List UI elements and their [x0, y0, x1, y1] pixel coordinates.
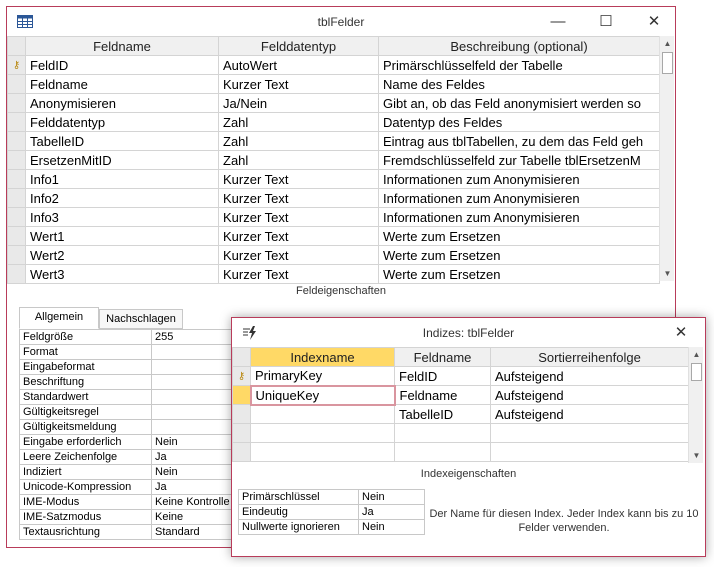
index-row[interactable]	[233, 386, 689, 405]
field-description-cell[interactable]: Eintrag aus tblTabellen, zu dem das Feld geh	[379, 132, 660, 151]
index-property-value[interactable]: Ja	[359, 505, 425, 520]
title-bar[interactable]	[7, 7, 675, 37]
property-label: Beschriftung	[20, 375, 152, 390]
index-row[interactable]	[233, 443, 689, 462]
scroll-up-icon[interactable]: ▲	[692, 350, 701, 359]
field-description-cell[interactable]: Informationen zum Anonymisieren	[379, 189, 660, 208]
field-type-cell[interactable]: Zahl	[219, 113, 379, 132]
tab-nachschlagen[interactable]: Nachschlagen	[99, 309, 183, 329]
field-description-cell[interactable]: Informationen zum Anonymisieren	[379, 170, 660, 189]
property-value[interactable]: Ja	[152, 450, 250, 465]
vertical-scrollbar[interactable]	[659, 36, 674, 281]
field-row[interactable]	[8, 189, 660, 208]
field-name-cell[interactable]: Info1	[26, 170, 219, 189]
row-selector[interactable]	[8, 94, 26, 113]
field-name-cell[interactable]: Feldname	[26, 75, 219, 94]
field-row[interactable]	[8, 75, 660, 94]
row-selector[interactable]	[8, 75, 26, 94]
field-description-cell[interactable]: Informationen zum Anonymisieren	[379, 208, 660, 227]
field-name-cell[interactable]: Wert3	[26, 265, 219, 284]
property-value[interactable]: Nein	[152, 435, 250, 450]
property-row	[20, 345, 250, 360]
tab-allgemein[interactable]: Allgemein	[19, 307, 99, 329]
index-property-row	[239, 490, 425, 505]
index-field-cell[interactable]: TabelleID	[395, 405, 491, 424]
property-label: IME-Satzmodus	[20, 510, 152, 525]
index-sort-cell[interactable]: Aufsteigend	[491, 367, 689, 386]
field-name-cell[interactable]: TabelleID	[26, 132, 219, 151]
property-value[interactable]: Nein	[152, 465, 250, 480]
property-row	[20, 480, 250, 495]
property-value[interactable]: Keine	[152, 510, 250, 525]
property-row	[20, 405, 250, 420]
field-type-cell[interactable]: Kurzer Text	[219, 75, 379, 94]
minimize-button[interactable]: —	[550, 13, 566, 30]
indexes-window	[231, 317, 706, 557]
index-name-cell[interactable]	[251, 424, 395, 443]
field-type-cell[interactable]: Ja/Nein	[219, 94, 379, 113]
property-label: Format	[20, 345, 152, 360]
field-row[interactable]	[8, 246, 660, 265]
column-header-indexname[interactable]: Indexname	[251, 348, 395, 367]
select-all-corner[interactable]	[8, 37, 26, 56]
field-type-cell[interactable]: Zahl	[219, 132, 379, 151]
index-sort-cell[interactable]	[491, 443, 689, 462]
field-row[interactable]	[8, 113, 660, 132]
property-row	[20, 510, 250, 525]
row-selector[interactable]	[8, 208, 26, 227]
field-description-cell[interactable]: Primärschlüsselfeld der Tabelle	[379, 56, 660, 75]
field-grid	[7, 36, 660, 284]
field-row[interactable]	[8, 151, 660, 170]
index-field-cell[interactable]	[395, 424, 491, 443]
field-type-cell[interactable]: Kurzer Text	[219, 265, 379, 284]
field-row[interactable]	[8, 265, 660, 284]
field-name-cell[interactable]: Felddatentyp	[26, 113, 219, 132]
property-row	[20, 495, 250, 510]
indexes-grid	[232, 347, 689, 462]
field-row[interactable]	[8, 170, 660, 189]
window-title: tblFelder	[317, 15, 365, 29]
index-row[interactable]	[233, 405, 689, 424]
field-row[interactable]	[8, 56, 660, 75]
primary-key-icon: ⚷	[237, 370, 246, 382]
property-row	[20, 465, 250, 480]
row-selector[interactable]	[8, 265, 26, 284]
index-row[interactable]	[233, 367, 689, 386]
property-row	[20, 525, 250, 540]
row-selector[interactable]	[8, 132, 26, 151]
index-property-value[interactable]: Nein	[359, 490, 425, 505]
property-label: Gültigkeitsmeldung	[20, 420, 152, 435]
field-properties-table	[19, 329, 250, 540]
scroll-down-icon[interactable]: ▼	[692, 451, 701, 460]
row-selector[interactable]	[8, 56, 26, 75]
index-sort-cell[interactable]: Aufsteigend	[491, 405, 689, 424]
property-label: Eingabe erforderlich	[20, 435, 152, 450]
index-help-text: Der Name für diesen Index. Jeder Index kann bis zu 10 Felder verwenden.	[429, 508, 699, 534]
maximize-button[interactable]: ☐	[599, 13, 613, 30]
field-type-cell[interactable]: Kurzer Text	[219, 189, 379, 208]
index-row[interactable]	[233, 424, 689, 443]
field-type-cell[interactable]: Kurzer Text	[219, 208, 379, 227]
scroll-thumb[interactable]	[662, 52, 673, 74]
field-row[interactable]	[8, 94, 660, 113]
indexes-vertical-scrollbar[interactable]	[688, 347, 703, 463]
row-selector[interactable]	[8, 170, 26, 189]
property-row	[20, 390, 250, 405]
property-value[interactable]: Keine Kontrolle	[152, 495, 250, 510]
property-label: Eingabeformat	[20, 360, 152, 375]
field-name-cell[interactable]: FeldID	[26, 56, 219, 75]
field-row[interactable]	[8, 132, 660, 151]
property-label: Feldgröße	[20, 330, 152, 345]
row-selector[interactable]	[8, 189, 26, 208]
close-button[interactable]: ✕	[647, 13, 661, 30]
row-selector[interactable]	[233, 386, 251, 405]
indexes-close-button[interactable]: ✕	[674, 324, 688, 341]
index-field-cell[interactable]	[395, 443, 491, 462]
index-name-cell[interactable]	[251, 405, 395, 424]
index-properties-caption: Indexeigenschaften	[420, 468, 517, 480]
property-label: IME-Modus	[20, 495, 152, 510]
index-field-cell[interactable]: Feldname	[395, 386, 491, 405]
property-row	[20, 435, 250, 450]
indexes-select-all-corner[interactable]	[233, 348, 251, 367]
scroll-up-icon[interactable]: ▲	[663, 39, 672, 48]
field-row[interactable]	[8, 208, 660, 227]
property-row	[20, 450, 250, 465]
field-description-cell[interactable]: Werte zum Ersetzen	[379, 227, 660, 246]
field-description-cell[interactable]: Fremdschlüsselfeld zur Tabelle tblErsetzenM	[379, 151, 660, 170]
property-label: Leere Zeichenfolge	[20, 450, 152, 465]
index-sort-cell[interactable]	[491, 424, 689, 443]
field-description-cell[interactable]: Gibt an, ob das Feld anonymisiert werden so	[379, 94, 660, 113]
field-type-cell[interactable]: AutoWert	[219, 56, 379, 75]
column-header-sortierreihenfolge[interactable]: Sortierreihenfolge	[491, 348, 689, 367]
field-type-cell[interactable]: Kurzer Text	[219, 246, 379, 265]
field-name-cell[interactable]: Wert2	[26, 246, 219, 265]
row-selector[interactable]	[233, 424, 251, 443]
index-properties-table	[238, 489, 425, 535]
index-name-input[interactable]: UniqueKey	[251, 386, 395, 405]
index-property-label: Nullwerte ignorieren	[239, 520, 359, 535]
field-name-cell[interactable]: Wert1	[26, 227, 219, 246]
field-name-cell[interactable]: Info3	[26, 208, 219, 227]
index-property-row	[239, 520, 425, 535]
property-label: Gültigkeitsregel	[20, 405, 152, 420]
property-row	[20, 420, 250, 435]
property-value[interactable]: 255	[152, 330, 250, 345]
field-type-cell[interactable]: Zahl	[219, 151, 379, 170]
field-properties-caption: Feldeigenschaften	[296, 285, 386, 297]
row-selector[interactable]	[233, 443, 251, 462]
property-label: Unicode-Kompression	[20, 480, 152, 495]
index-name-cell[interactable]: PrimaryKey	[251, 367, 395, 386]
column-header-feldname[interactable]: Feldname	[26, 37, 219, 56]
index-property-row	[239, 505, 425, 520]
property-label: Indiziert	[20, 465, 152, 480]
indexes-window-title: Indizes: tblFelder	[422, 326, 515, 340]
index-name-cell[interactable]	[251, 443, 395, 462]
property-label: Standardwert	[20, 390, 152, 405]
column-header-feldname[interactable]: Feldname	[395, 348, 491, 367]
property-row	[20, 360, 250, 375]
column-header-felddatentyp[interactable]: Felddatentyp	[219, 37, 379, 56]
field-row[interactable]	[8, 227, 660, 246]
primary-key-icon: ⚷	[12, 59, 21, 71]
field-description-cell[interactable]: Datentyp des Feldes	[379, 113, 660, 132]
field-description-cell[interactable]: Werte zum Ersetzen	[379, 246, 660, 265]
property-value[interactable]: Standard	[152, 525, 250, 540]
property-row	[20, 330, 250, 345]
row-selector[interactable]	[8, 227, 26, 246]
field-description-cell[interactable]: Werte zum Ersetzen	[379, 265, 660, 284]
field-name-cell[interactable]: ErsetzenMitID	[26, 151, 219, 170]
scroll-thumb[interactable]	[691, 363, 702, 381]
row-selector[interactable]	[233, 367, 251, 386]
index-sort-cell[interactable]: Aufsteigend	[491, 386, 689, 405]
index-property-value[interactable]: Nein	[359, 520, 425, 535]
column-header-beschreibung[interactable]: Beschreibung (optional)	[379, 37, 660, 56]
field-description-cell[interactable]: Name des Feldes	[379, 75, 660, 94]
index-field-cell[interactable]: FeldID	[395, 367, 491, 386]
scroll-down-icon[interactable]: ▼	[663, 269, 672, 278]
property-row	[20, 375, 250, 390]
indexes-title-bar[interactable]	[232, 318, 705, 348]
field-name-cell[interactable]: Anonymisieren	[26, 94, 219, 113]
field-name-cell[interactable]: Info2	[26, 189, 219, 208]
index-property-label: Primärschlüssel	[239, 490, 359, 505]
row-selector[interactable]	[233, 405, 251, 424]
row-selector[interactable]	[8, 113, 26, 132]
property-value[interactable]: Ja	[152, 480, 250, 495]
row-selector[interactable]	[8, 151, 26, 170]
property-label: Textausrichtung	[20, 525, 152, 540]
index-property-label: Eindeutig	[239, 505, 359, 520]
field-type-cell[interactable]: Kurzer Text	[219, 170, 379, 189]
field-type-cell[interactable]: Kurzer Text	[219, 227, 379, 246]
row-selector[interactable]	[8, 246, 26, 265]
